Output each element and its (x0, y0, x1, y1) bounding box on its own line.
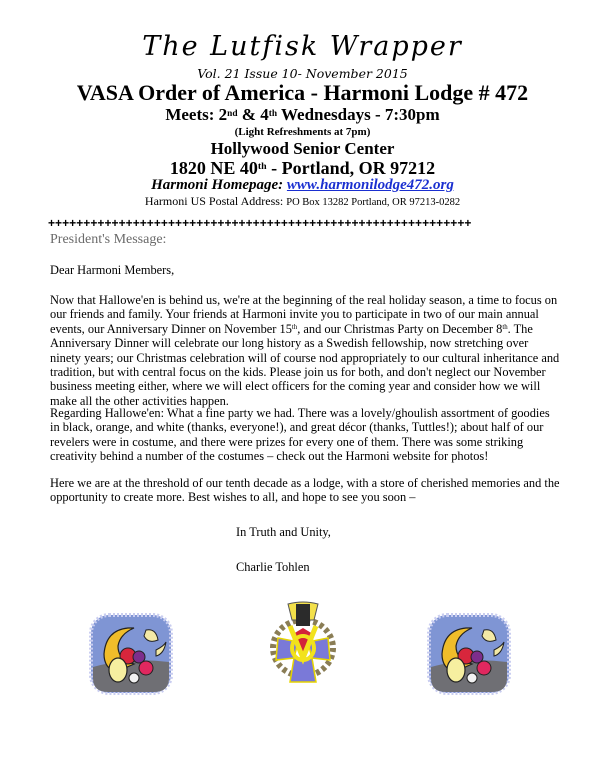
issue-line: Vol. 21 Issue 10- November 2015 (197, 66, 408, 81)
meets-text: & 4 (237, 105, 269, 124)
paragraph-text: . The Anniversary Dinner will celebrate our long history as a Swedish fellowship, now stretching over ninety years; our Christmas celebration will of course nod appropriately to our cultural inheritance and tradition, but with central focus on the kids. Please join us for both, and don't neglect our November business meeting either, where we will elect officers for the coming year and consider how we will make all the other activities happen. (50, 321, 560, 408)
ordinal-sup: th (257, 161, 267, 173)
letter-paragraph (50, 293, 562, 408)
ordinal-sup: th (291, 324, 298, 332)
organization-name: VASA Order of America - Harmoni Lodge # 472 (76, 80, 529, 105)
meets-text: Meets: 2 (165, 105, 228, 124)
ordinal-sup: th (502, 324, 508, 332)
paragraph-text: , and our Christmas Party on December 8 (297, 321, 503, 336)
ordinal-sup: nd (227, 109, 238, 120)
newsletter-title: The Lutfisk Wrapper (142, 31, 463, 62)
address-text: - Portland, OR 97212 (266, 158, 436, 178)
ordinal-sup: th (268, 109, 278, 120)
letter-greeting: Dear Harmoni Members, (50, 263, 175, 277)
homepage-link[interactable]: www.harmonilodge472.org (286, 177, 454, 193)
letter-paragraph: Here we are at the threshold of our tenth decade as a lodge, with a store of cherished memories and the opportunity to create more. Best wishes to all, and hope to see you soon – (50, 476, 560, 505)
address-text: 1820 NE 40 (169, 158, 258, 178)
cornucopia-icon (88, 612, 174, 696)
section-heading: President's Message: (50, 232, 167, 247)
paragraph-text: Now that Hallowe'en is behind us, we're at the beginning of the real holiday season, a time to focus on our friends and family. Your friends at Harmoni invite you to participate in two of our main annual events, our Anniversary Dinner on November 15 (50, 293, 558, 336)
divider: ++++++++++++++++++++++++++++++++++++++++++++++++++++++++++++ (48, 216, 472, 230)
letter-closing: In Truth and Unity, (236, 525, 331, 539)
meeting-schedule (0, 105, 605, 125)
postal-value: PO Box 13282 Portland, OR 97213-0282 (286, 197, 461, 208)
vasa-emblem-icon (268, 600, 338, 688)
refreshments-note: (Light Refreshments at 7pm) (234, 126, 371, 138)
cornucopia-icon (426, 612, 512, 696)
letter-paragraph: Regarding Hallowe'en: What a fine party we had. There was a lovely/ghoulish assortment of goodies in black, orange, and white (thanks, everyone!), and great décor (thanks, Tuttles!); about half of our revelers were in costume, and there were prizes for every one of them. There was some striking creativity behind a number of the costumes – check out the Harmoni website for photos! (50, 406, 550, 464)
homepage-line (0, 176, 605, 194)
letter-signature: Charlie Tohlen (236, 560, 310, 574)
venue-name: Hollywood Senior Center (210, 139, 395, 158)
postal-address (0, 193, 605, 211)
meets-text: Wednesdays - 7:30pm (277, 105, 440, 124)
postal-label: Harmoni US Postal Address: (144, 194, 287, 208)
homepage-label: Harmoni Homepage: (151, 177, 287, 193)
